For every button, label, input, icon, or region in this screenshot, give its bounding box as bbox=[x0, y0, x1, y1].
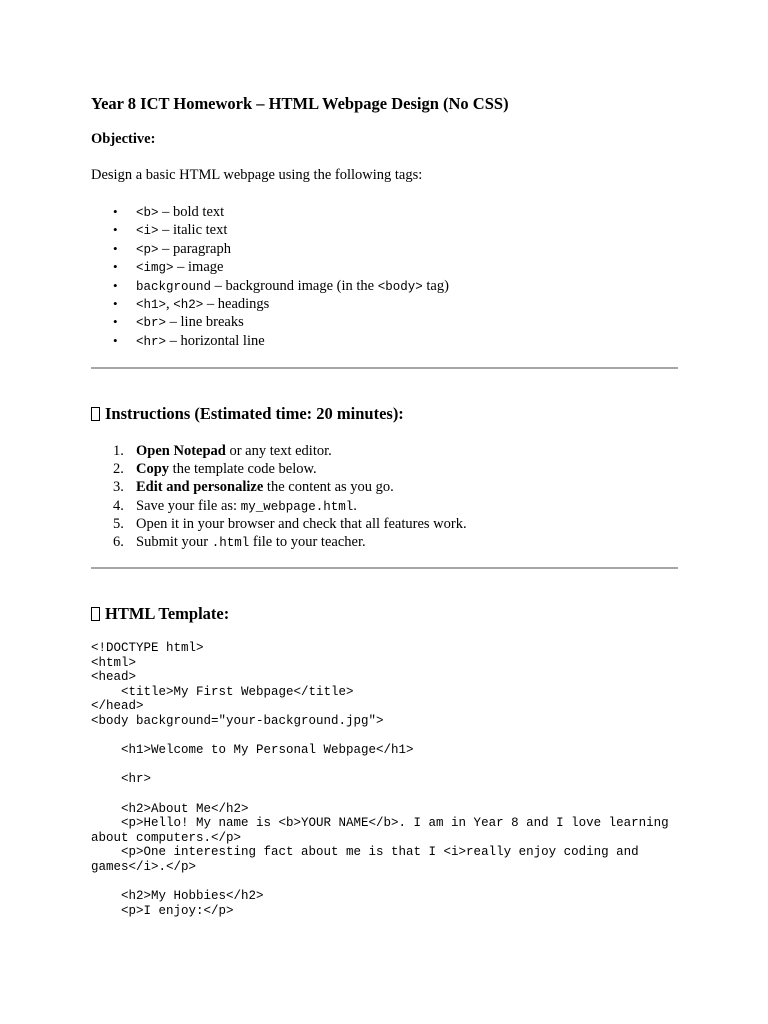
code-line: <h2>My Hobbies</h2> bbox=[91, 889, 264, 904]
tag-code: <hr> bbox=[136, 334, 167, 349]
step-text: Submit your bbox=[136, 533, 212, 550]
code-line: <hr> bbox=[91, 772, 152, 787]
code-line: <!DOCTYPE html> bbox=[91, 641, 204, 655]
missing-glyph-icon bbox=[91, 607, 100, 621]
code-line: <h1>Welcome to My Personal Webpage</h1> bbox=[91, 743, 414, 758]
list-item bbox=[91, 332, 449, 350]
code-line: <title>My First Webpage</title> bbox=[91, 684, 354, 699]
list-item bbox=[91, 533, 467, 551]
step-text: the content as you go. bbox=[263, 479, 394, 496]
code-block bbox=[91, 641, 669, 918]
tag-code: <img> bbox=[136, 261, 174, 276]
list-item bbox=[91, 442, 467, 460]
template-heading bbox=[91, 604, 229, 624]
list-item bbox=[91, 478, 467, 496]
horizontal-divider bbox=[91, 567, 678, 569]
missing-glyph-icon bbox=[91, 407, 100, 421]
list-item bbox=[91, 203, 449, 221]
list-item bbox=[91, 277, 449, 295]
step-number: 5. bbox=[113, 515, 124, 532]
tag-code: <br> bbox=[136, 316, 167, 331]
tag-description: tag) bbox=[422, 277, 449, 294]
list-item bbox=[91, 460, 467, 478]
code-line: </head> bbox=[91, 699, 144, 714]
tag-description: – italic text bbox=[158, 222, 228, 239]
step-text: or any text editor. bbox=[225, 443, 332, 459]
tag-description: – headings bbox=[203, 295, 270, 312]
code-line: <head> bbox=[91, 670, 137, 685]
list-item bbox=[91, 258, 449, 276]
step-text: Open it in your browser and check that all features work. bbox=[136, 515, 467, 532]
step-number: 6. bbox=[113, 533, 124, 550]
list-item bbox=[91, 240, 449, 258]
code-line: <p>One interesting fact about me is that I <i>really enjoy coding and bbox=[91, 845, 639, 860]
instruction-steps bbox=[91, 442, 467, 551]
step-text: the template code below. bbox=[169, 461, 317, 478]
code-line: <body background="your-background.jpg"> bbox=[91, 713, 384, 728]
step-bold-text: Edit and personalize bbox=[136, 479, 264, 496]
intro-text: Design a basic HTML webpage using the following tags: bbox=[91, 167, 423, 183]
step-number: 4. bbox=[113, 497, 124, 514]
list-item bbox=[91, 295, 449, 313]
tag-list bbox=[91, 203, 449, 350]
list-item bbox=[91, 497, 467, 515]
tag-description: – bold text bbox=[158, 204, 225, 220]
step-text: file to your teacher. bbox=[249, 533, 366, 550]
tag-code: <body> bbox=[377, 279, 423, 294]
step-text: Save your file as: bbox=[136, 497, 241, 514]
tag-code: background bbox=[136, 279, 212, 294]
tag-description: – paragraph bbox=[158, 240, 231, 257]
template-heading-text: HTML Template: bbox=[105, 604, 230, 623]
tag-code: <h1> bbox=[136, 297, 167, 312]
code-line: <h2>About Me</h2> bbox=[91, 801, 249, 816]
step-number: 2. bbox=[113, 461, 124, 478]
instructions-heading bbox=[91, 404, 404, 424]
list-item bbox=[91, 313, 449, 331]
step-bold-text: Open Notepad bbox=[136, 443, 226, 459]
step-bold-text: Copy bbox=[136, 461, 170, 478]
tag-code: <b> bbox=[136, 206, 159, 220]
list-item bbox=[91, 515, 467, 533]
tag-code: <i> bbox=[136, 224, 159, 239]
code-line: <p>Hello! My name is <b>YOUR NAME</b>. I am in Year 8 and I love learning bbox=[91, 816, 669, 831]
objective-label: Objective: bbox=[91, 131, 156, 147]
instructions-heading-text: Instructions (Estimated time: 20 minutes): bbox=[105, 404, 404, 423]
tag-description: – line breaks bbox=[166, 314, 244, 331]
tag-separator: , bbox=[166, 295, 174, 312]
tag-code: <p> bbox=[136, 242, 159, 257]
step-number: 1. bbox=[113, 443, 124, 459]
tag-code: <h2> bbox=[173, 297, 204, 312]
code-line: games</i>.</p> bbox=[91, 859, 197, 874]
tag-description: – image bbox=[173, 259, 224, 276]
tag-description: – background image (in the bbox=[211, 277, 378, 294]
code-line: <p>I enjoy:</p> bbox=[91, 903, 234, 918]
extension-code: .html bbox=[211, 535, 250, 550]
document-title: Year 8 ICT Homework – HTML Webpage Design (No CSS) bbox=[91, 94, 509, 113]
code-line: about computers.</p> bbox=[91, 830, 242, 845]
step-text: . bbox=[353, 497, 357, 514]
step-number: 3. bbox=[113, 479, 124, 496]
filename-code: my_webpage.html bbox=[240, 499, 354, 514]
list-item bbox=[91, 221, 449, 239]
tag-description: – horizontal line bbox=[166, 332, 265, 349]
code-line: <html> bbox=[91, 655, 137, 670]
horizontal-divider bbox=[91, 367, 678, 369]
